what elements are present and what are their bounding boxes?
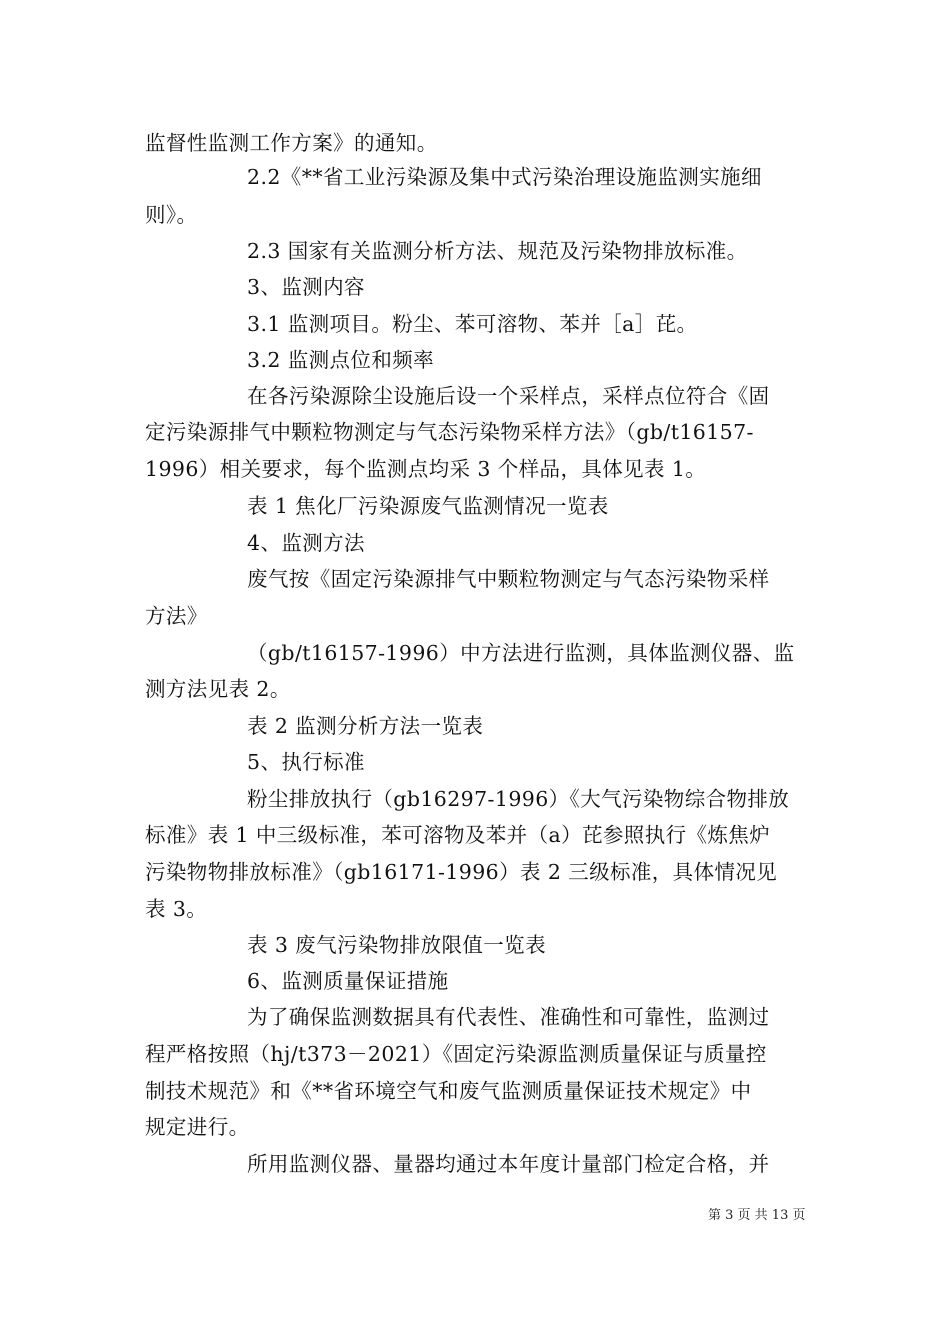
section-heading: 4、监测方法 [247,531,365,555]
text-line: 监督性监测工作方案》的通知。 [145,131,438,155]
text-line: 2.2《**省工业污染源及集中式污染治理设施监测实施细 [247,165,762,189]
text-line: 测方法见表 2。 [145,677,291,701]
section-heading: 6、监测质量保证措施 [247,969,449,993]
table-caption: 表 3 废气污染物排放限值一览表 [247,933,546,957]
text-line: 定污染源排气中颗粒物测定与气态污染物采样方法》（gb/t16157- [145,420,754,444]
text-line: 标准》表 1 中三级标准，苯可溶物及苯并（a）芘参照执行《炼焦炉 [145,823,771,847]
text-line: 制技术规范》和《**省环境空气和废气监测质量保证技术规定》中 [145,1079,752,1103]
table-caption: 表 1 焦化厂污染源废气监测情况一览表 [247,494,609,518]
section-heading: 3、监测内容 [247,275,365,299]
text-line: 污染物物排放标准》（gb16171-1996）表 2 三级标准，具体情况见 [145,860,778,884]
text-line: 所用监测仪器、量器均通过本年度计量部门检定合格，并 [247,1152,770,1176]
text-line: 粉尘排放执行（gb16297-1996）《大气污染物综合物排放 [247,787,790,811]
table-caption: 表 2 监测分析方法一览表 [247,714,484,738]
text-line: 为了确保监测数据具有代表性、准确性和可靠性，监测过 [247,1005,770,1029]
subsection-heading: 3.2 监测点位和频率 [247,348,435,372]
text-line: 废气按《固定污染源排气中颗粒物测定与气态污染物采样 [247,567,770,591]
text-line: 3.1 监测项目。粉尘、苯可溶物、苯并［a］芘。 [247,312,698,336]
text-line: 在各污染源除尘设施后设一个采样点，采样点位符合《固 [247,384,770,408]
text-line: 方法》 [145,604,208,628]
text-line: 1996）相关要求，每个监测点均采 3 个样品，具体见表 1。 [145,457,707,481]
text-line: 表 3。 [145,897,208,921]
text-line: 2.3 国家有关监测分析方法、规范及污染物排放标准。 [247,239,748,263]
text-line: 规定进行。 [145,1115,250,1139]
text-line: 则》。 [145,203,198,227]
text-line: 程严格按照（hj/t373－2021）《固定污染源监测质量保证与质量控 [145,1042,767,1066]
section-heading: 5、执行标准 [247,750,365,774]
page-number-footer: 第 3 页 共 13 页 [708,1208,806,1223]
text-line: （gb/t16157-1996）中方法进行监测，具体监测仪器、监 [247,641,795,665]
